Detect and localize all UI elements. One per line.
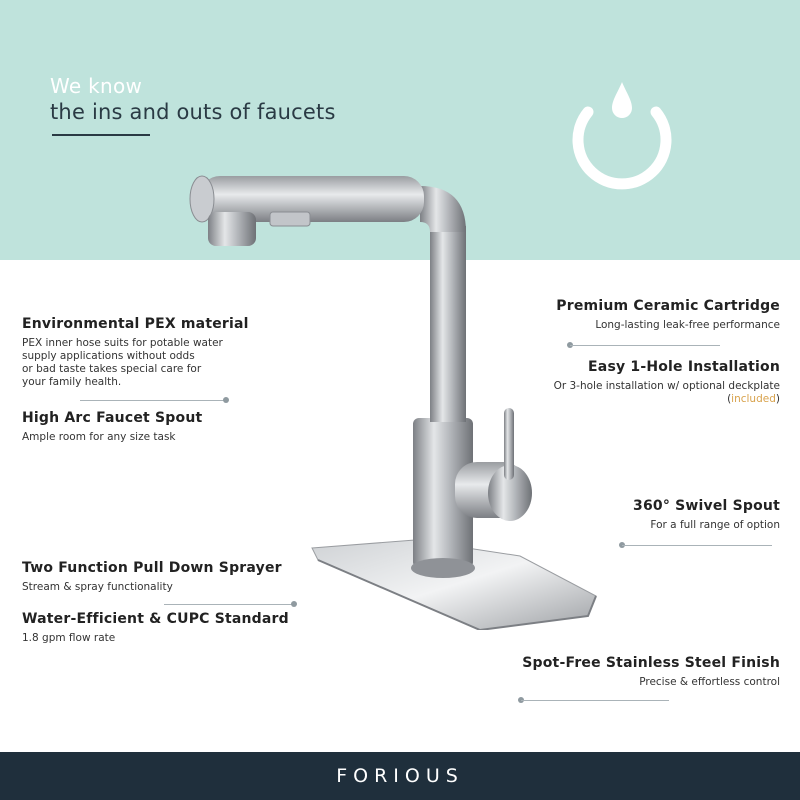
feature-title: 360° Swivel Spout: [633, 498, 780, 514]
feature-description: Precise & effortless control: [639, 676, 780, 688]
leader-line: [164, 604, 294, 605]
feature-description: Ample room for any size task: [22, 431, 176, 443]
leader-dot: [291, 601, 297, 607]
description-line: PEX inner hose suits for potable water: [22, 337, 223, 349]
footer-bar: [0, 752, 800, 800]
feature-description: Long-lasting leak-free performance: [595, 319, 780, 331]
feature-pex: [22, 316, 249, 389]
description-line: supply applications without odds: [22, 350, 195, 362]
feature-title: Easy 1-Hole Installation: [588, 359, 780, 375]
description-line: Or 3-hole installation w/ optional deckplate: [553, 380, 780, 392]
leader-line: [570, 345, 720, 346]
description-line: your family health.: [22, 376, 122, 388]
feature-description: Stream & spray functionality: [22, 581, 173, 593]
note-paren-close: ): [775, 393, 780, 405]
feature-title: Water-Efficient & CUPC Standard: [22, 611, 289, 627]
description-line: or bad taste takes special care for: [22, 363, 202, 375]
brand-logo: FORIOUS: [336, 765, 464, 787]
leader-line: [622, 545, 772, 546]
feature-description: [22, 337, 249, 389]
feature-sprayer: [22, 560, 282, 594]
feature-one-hole: [554, 359, 780, 406]
feature-description: For a full range of option: [650, 519, 780, 531]
included-label: included: [731, 393, 776, 405]
feature-title: Spot-Free Stainless Steel Finish: [522, 655, 780, 671]
tagline-underline: [52, 134, 150, 136]
feature-high-arc: [22, 410, 202, 444]
feature-cupc: [22, 611, 289, 645]
feature-description: 1.8 gpm flow rate: [22, 632, 116, 644]
feature-swivel: [633, 498, 780, 532]
feature-title: Environmental PEX material: [22, 316, 249, 332]
leader-line: [80, 400, 226, 401]
feature-finish: [522, 655, 780, 689]
feature-description: [554, 380, 780, 406]
leader-line: [521, 700, 669, 701]
included-note: [554, 393, 780, 406]
note-paren-open: (: [727, 393, 732, 405]
feature-cartridge: [556, 298, 780, 332]
leader-dot: [223, 397, 229, 403]
tagline-line-2: the ins and outs of faucets: [50, 100, 336, 124]
feature-title: High Arc Faucet Spout: [22, 410, 203, 426]
feature-title: Two Function Pull Down Sprayer: [22, 560, 282, 576]
tagline-line-1: We know: [50, 74, 143, 98]
feature-title: Premium Ceramic Cartridge: [556, 298, 780, 314]
